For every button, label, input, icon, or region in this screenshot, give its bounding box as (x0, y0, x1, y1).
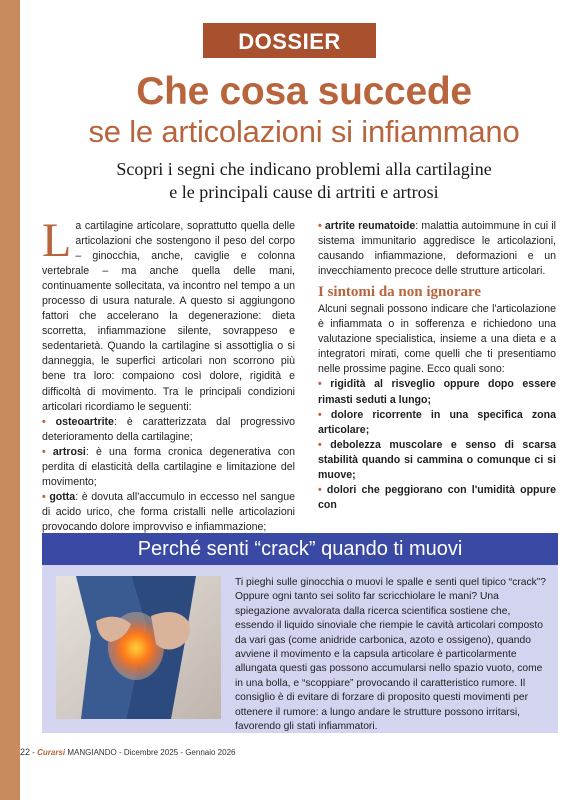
sidebar-box (42, 533, 558, 733)
magazine-brand: Curarsi (37, 748, 66, 757)
condition-item (42, 490, 295, 535)
article-column-right (318, 219, 556, 513)
condition-term: gotta (49, 490, 76, 503)
condition-term: osteoartrite (55, 415, 114, 428)
bullet-icon: • (42, 445, 53, 458)
subtitle-line-1: Scopri i segni che indicano problemi alla cartilagine (116, 159, 492, 179)
condition-item (42, 415, 295, 445)
drop-cap: L (42, 214, 72, 267)
intro-text: a cartilagine articolare, soprattutto quella delle articolazioni che sostengono il peso del corpo – ginocchia, anche, caviglie e colonna vertebrale – ma anche quella delle mani, continuamente sollecitata, va incontro nel tempo a un processo di usura naturale. A questo si aggiungono fattori che accelerano la degenerazione: dieta scorretta, infiammazione silente, sovrappeso e sedentarietà. Quando la cartilagine si assottiglia o si danneggia, le superfici articolari non scorrono più bene tra loro: compaiono così dolore, rigidità e difficoltà di movimento. Tra le principali condizioni articolari ricordiamo le seguenti: (42, 220, 295, 413)
condition-text: : è caratterizzata dal progressivo deterioramento della cartilagine; (42, 415, 296, 443)
bullet-icon: • (318, 220, 325, 232)
section-heading: I sintomi da non ignorare (318, 284, 482, 301)
symptom-item: • dolori che peggiorano con l'umidità oppure con (318, 483, 556, 511)
symptom-item: • dolore ricorrente in una specifica zona articolare; (318, 408, 556, 436)
subtitle-line-2: e le principali cause di artriti e artrosi (169, 182, 439, 202)
intro-paragraph (42, 214, 295, 415)
condition-item (42, 445, 295, 490)
bullet-icon: • (42, 415, 56, 428)
bullet-icon: • (42, 490, 50, 503)
condition-text: : è una forma cronica degenerativa con perdita di elasticità della cartilagine e limitazione del movimento; (42, 445, 295, 488)
article-column-left (42, 214, 296, 535)
page-footer: 22 - Curarsi MANGIANDO - Dicembre 2025 - Gennaio 2026 (20, 747, 236, 757)
headline-line-1: Che cosa succede (136, 70, 472, 113)
symptom-item: • rigidità al risveglio oppure dopo essere rimasti seduti a lungo; (318, 378, 556, 406)
condition-item (318, 219, 556, 279)
magazine-page (20, 0, 588, 800)
section-label: DOSSIER (203, 23, 376, 58)
symptom-item: • debolezza muscolare e senso di scarsa stabilità quando si cammina o comunque ci si muove; (318, 438, 557, 481)
bullet-icon: • (318, 408, 331, 421)
bullet-icon: • (318, 378, 331, 391)
symptoms-intro: Alcuni segnali possono indicare che l'articolazione è infiammata o in sofferenza e richiedono una valutazione specialistica, insieme a una dieta e a integratori mirati, come quelli che ti presentiamo nelle prossime pagine. Ecco quali sono: (318, 303, 556, 376)
condition-term: artrosi (52, 445, 86, 458)
issue-date: - Dicembre 2025 - Gennaio 2026 (118, 748, 236, 757)
box-title: Perché senti “crack” quando ti muovi (42, 533, 558, 565)
magazine-name: MANGIANDO (67, 748, 117, 757)
condition-text: : malattia autoimmune in cui il sistema immunitario aggredisce le articolazioni, causando infiammazione, deformazioni e un invecchiamento precoce delle strutture articolari. (318, 220, 557, 278)
bullet-icon: • (318, 483, 327, 496)
condition-text: : è dovuta all'accumulo in eccesso nel sangue di acido urico, che forma cristalli nelle articolazioni provocando dolore improvviso e infiammazione; (42, 490, 295, 533)
condition-term: artrite reumatoide (324, 220, 416, 232)
knee-pain-photo (56, 576, 221, 719)
subtitle (60, 158, 548, 204)
bullet-icon: • (318, 438, 331, 451)
page-number: 22 (20, 747, 31, 757)
headline-line-2: se le articolazioni si infiammano (88, 114, 520, 149)
box-text: Ti pieghi sulle ginocchia o muovi le spalle e senti quel tipico “crack”? Oppure ogni tanto sei solito far scricchiolare le mani? Una spiegazione avvalorata dalla ricerca scientifica sostiene che, essendo il liquido sinoviale che riempie le cavità articolari composto da vari gas (come anidride carbonica, azoto e ossigeno), quando avviene il movimento e la capsula articolare è particolarmente allungata questi gas possono accumularsi nello spazio vuoto, come in una bolla, e “scoppiare” provocando il caratteristico rumore. Il consiglio è di evitare di forzare di proposito questi movimenti per ottenere il rumore: a lungo andare le strutture possono irritarsi, favorendo gli stati infiammatori. (235, 577, 546, 733)
